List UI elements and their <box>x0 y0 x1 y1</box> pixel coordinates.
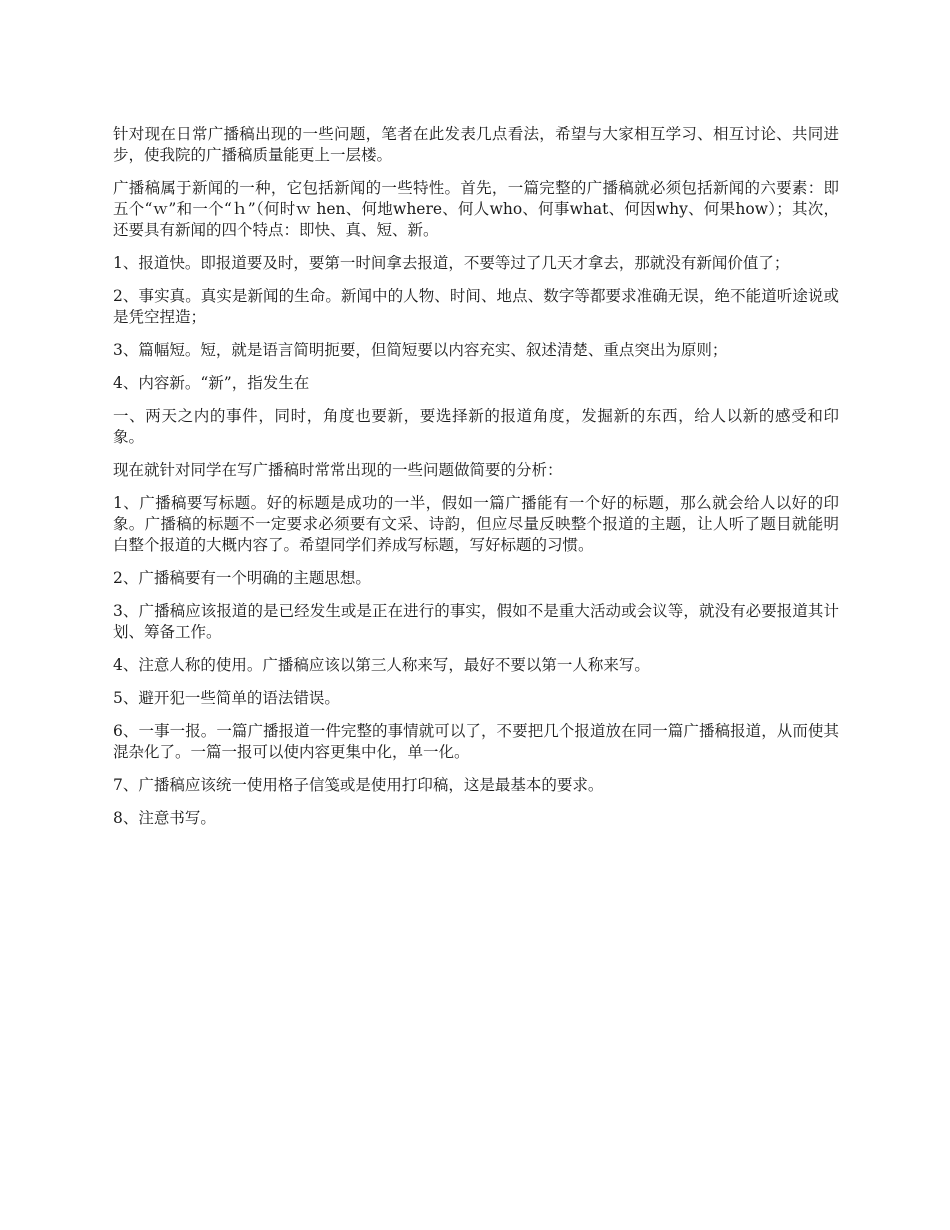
document-body <box>113 124 839 841</box>
paragraph-point-new: 4、内容新。“新”，指发生在 <box>113 374 310 392</box>
intro-paragraph: 针对现在日常广播稿出现的一些问题，笔者在此发表几点看法，希望与大家相互学习、相互讨论、共同进步，使我院的广播稿质量能更上一层楼。 <box>113 125 839 164</box>
paragraph-point-short: 3、篇幅短。短，就是语言简明扼要，但简短要以内容充实、叙述清楚、重点突出为原则； <box>113 341 728 359</box>
paragraph-tip-facts: 3、广播稿应该报道的是已经发生或是正在进行的事实，假如不是重大活动或会议等，就没有必要报道其计划、筹备工作。 <box>113 602 839 641</box>
paragraph-tip-grammar: 5、避开犯一些简单的语法错误。 <box>113 689 340 707</box>
paragraph-tip-person: 4、注意人称的使用。广播稿应该以第三人称来写，最好不要以第一人称来写。 <box>113 656 650 674</box>
paragraph-point-fast: 1、报道快。即报道要及时，要第一时间拿去报道，不要等过了几天才拿去，那就没有新闻价值了； <box>113 254 790 272</box>
paragraph-analysis-intro: 现在就针对同学在写广播稿时常常出现的一些问题做简要的分析： <box>113 461 563 479</box>
paragraph-tip-theme: 2、广播稿要有一个明确的主题思想。 <box>113 569 371 587</box>
paragraph-tip-handwriting: 8、注意书写。 <box>113 809 216 827</box>
paragraph-tip-one-event: 6、一事一报。一篇广播报道一件完整的事情就可以了，不要把几个报道放在同一篇广播稿报道，从而使其混杂化了。一篇一报可以使内容更集中化，单一化。 <box>113 722 839 761</box>
paragraph-tip-title: 1、广播稿要写标题。好的标题是成功的一半，假如一篇广播能有一个好的标题，那么就会给人以好的印象。广播稿的标题不一定要求必须要有文采、诗韵，但应尽量反映整个报道的主题，让人听了题目就能明白整个报道的大概内容了。希望同学们养成写标题，写好标题的习惯。 <box>113 494 839 554</box>
paragraph-tip-paper: 7、广播稿应该统一使用格子信笺或是使用打印稿，这是最基本的要求。 <box>113 776 604 794</box>
paragraph-news-elements: 广播稿属于新闻的一种，它包括新闻的一些特性。首先，一篇完整的广播稿就必须包括新闻的六要素：即五个“ｗ”和一个“ｈ”（何时ｗ hen、何地where、何人who、何事what、何因why、何果how）；其次，还要具有新闻的四个特点：即快、真、短、新。 <box>113 179 839 239</box>
paragraph-point-true: 2、事实真。真实是新闻的生命。新闻中的人物、时间、地点、数字等都要求准确无误，绝不能道听途说或是凭空捏造； <box>113 287 839 326</box>
paragraph-point-new-continued: 一、两天之内的事件，同时，角度也要新，要选择新的报道角度，发掘新的东西，给人以新的感受和印象。 <box>113 407 839 446</box>
